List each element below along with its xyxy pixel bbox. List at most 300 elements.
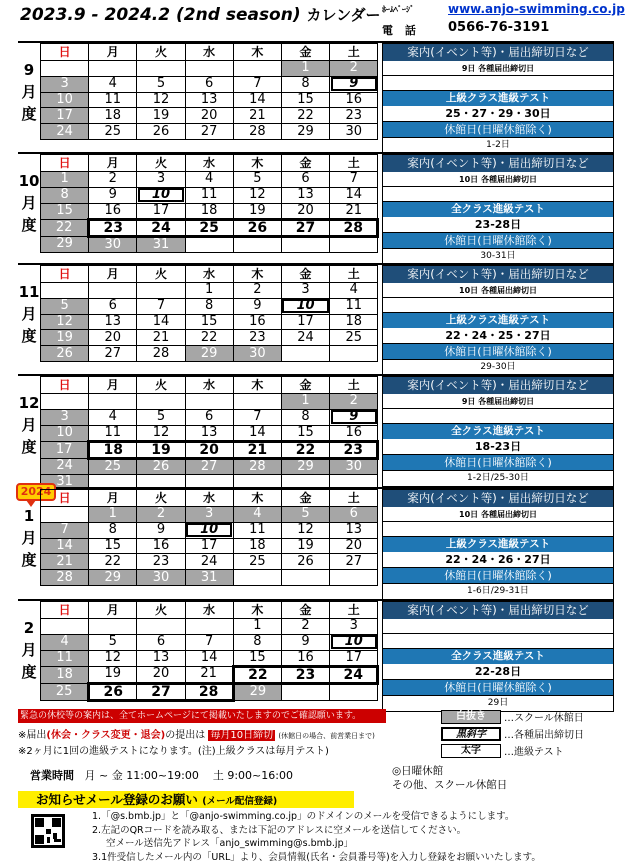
day-cell (233, 570, 281, 586)
legend-key-test: 太字 (441, 744, 501, 758)
month-label-part: 度 (21, 216, 37, 234)
week-row (41, 346, 378, 362)
weekday-header: 土 (330, 602, 378, 619)
other-closed: その他、スクール休館日 (392, 779, 508, 791)
week-row (41, 634, 378, 650)
day-cell: 2 (137, 507, 185, 523)
day-cell: 11 (185, 187, 233, 203)
day-cell: 28 (185, 683, 233, 700)
weekday-row (41, 155, 378, 172)
weekday-row (41, 266, 378, 283)
day-cell: 3 (41, 409, 89, 425)
month-label (18, 392, 40, 458)
day-cell: 15 (281, 425, 329, 441)
month-label-part: 月 (21, 529, 37, 547)
day-cell: 8 (233, 634, 281, 650)
day-cell: 14 (330, 187, 378, 203)
homepage-label: ﾎｰﾑﾍﾟｰｼﾞ (382, 5, 414, 14)
day-cell: 21 (41, 554, 89, 570)
legend (441, 708, 584, 759)
month-block (18, 263, 614, 376)
month-info-panel (382, 601, 614, 712)
week-row (41, 570, 378, 586)
day-cell: 21 (233, 108, 281, 124)
day-cell: 27 (89, 346, 137, 362)
month-block (18, 374, 614, 487)
weekday-header: 水 (185, 44, 233, 61)
mail-banner-title: お知らせメール登録のお願い (36, 792, 198, 807)
day-cell: 26 (281, 554, 329, 570)
day-cell: 19 (281, 538, 329, 554)
day-cell: 21 (330, 203, 378, 219)
day-cell: 6 (137, 634, 185, 650)
day-cell: 29 (89, 570, 137, 586)
day-cell (330, 683, 378, 700)
weekday-header: 木 (233, 266, 281, 283)
day-cell: 11 (89, 425, 137, 441)
day-cell (330, 346, 378, 362)
day-cell (281, 346, 329, 362)
day-cell: 30 (233, 346, 281, 362)
day-cell: 20 (89, 330, 137, 346)
day-cell: 14 (233, 92, 281, 108)
day-cell: 26 (89, 683, 137, 700)
month-label-part: 度 (21, 327, 37, 345)
day-cell: 2 (281, 619, 329, 635)
day-cell: 25 (89, 458, 137, 474)
week-row (41, 314, 378, 330)
page-title (20, 4, 381, 25)
day-cell: 10 (281, 298, 329, 314)
weekday-header: 木 (233, 377, 281, 394)
day-cell: 17 (41, 108, 89, 124)
day-cell (137, 283, 185, 299)
info-closed-dates: 29日 (487, 698, 509, 708)
day-cell: 12 (281, 522, 329, 538)
info-test-label: 全クラス進級テスト (383, 202, 613, 217)
day-cell (185, 394, 233, 410)
day-cell: 6 (185, 409, 233, 425)
weekday-header: 土 (330, 490, 378, 507)
day-cell: 27 (185, 124, 233, 140)
week-row (41, 394, 378, 410)
day-cell: 31 (41, 474, 89, 490)
hours-saturday: 土 9:00~16:00 (212, 769, 293, 782)
weekday-header: 木 (233, 155, 281, 172)
day-cell: 9 (233, 298, 281, 314)
day-cell: 3 (330, 619, 378, 635)
weekday-header: 金 (281, 602, 329, 619)
weekday-header: 日 (41, 266, 89, 283)
page-header (0, 0, 630, 40)
day-cell: 16 (330, 92, 378, 108)
week-row (41, 187, 378, 203)
day-cell: 29 (185, 346, 233, 362)
month-label-part: 10 (18, 172, 40, 190)
weekday-header: 金 (281, 44, 329, 61)
day-cell: 14 (233, 425, 281, 441)
info-spacer (383, 634, 613, 649)
month-label-part: 9 (23, 61, 35, 79)
info-spacer (383, 76, 613, 91)
sunday-closed: ◎日曜休館 (392, 765, 444, 777)
day-cell: 13 (137, 650, 185, 666)
day-cell: 31 (185, 570, 233, 586)
phone-label: 電 話 (382, 24, 420, 37)
day-cell (41, 619, 89, 635)
title-season: (2nd season) (176, 5, 301, 25)
day-cell: 17 (137, 203, 185, 219)
info-test-dates: 22-28日 (383, 664, 613, 680)
week-row (41, 650, 378, 666)
sunday-note (392, 764, 507, 792)
note-prefix: ※届出 (18, 730, 47, 741)
hours-weekday: 月 ~ 金 11:00~19:00 (84, 769, 199, 782)
day-cell: 30 (137, 570, 185, 586)
weekday-header: 土 (330, 44, 378, 61)
day-cell: 9 (89, 187, 137, 203)
month-calendar (40, 376, 379, 490)
weekday-header: 土 (330, 266, 378, 283)
month-label-part: 度 (21, 551, 37, 569)
day-cell: 4 (89, 76, 137, 92)
day-cell: 2 (330, 394, 378, 410)
info-closed-label: 休館日(日曜休館除く) (383, 568, 613, 584)
info-closed-label: 休館日(日曜休館除く) (383, 344, 613, 360)
weekday-row (41, 377, 378, 394)
day-cell: 26 (233, 219, 281, 236)
day-cell: 19 (137, 108, 185, 124)
week-row (41, 425, 378, 441)
month-label (18, 281, 40, 347)
week-row (41, 619, 378, 635)
day-cell (185, 619, 233, 635)
hours-label: 営業時間 (30, 769, 74, 782)
weekday-header: 火 (137, 602, 185, 619)
weekday-header: 日 (41, 155, 89, 172)
weekday-header: 金 (281, 155, 329, 172)
month-info-panel (382, 265, 614, 376)
day-cell (41, 283, 89, 299)
weekday-header: 金 (281, 490, 329, 507)
day-cell: 25 (185, 219, 233, 236)
day-cell: 2 (233, 283, 281, 299)
day-cell: 12 (137, 425, 185, 441)
day-cell: 25 (41, 683, 89, 700)
week-row (41, 172, 378, 188)
day-cell: 3 (137, 172, 185, 188)
weekday-header: 金 (281, 377, 329, 394)
weekday-header: 月 (89, 44, 137, 61)
day-cell: 22 (89, 554, 137, 570)
day-cell: 29 (281, 458, 329, 474)
mail-address: 空メール送信先アドレス「anjo_swimming@s.bmb.jp」 (106, 838, 354, 849)
day-cell: 10 (185, 522, 233, 538)
day-cell: 25 (330, 330, 378, 346)
legend-key-deadline: 黒斜字 (441, 727, 501, 741)
day-cell: 25 (233, 554, 281, 570)
day-cell: 11 (330, 298, 378, 314)
day-cell: 25 (89, 124, 137, 140)
day-cell (233, 394, 281, 410)
day-cell: 1 (281, 61, 329, 77)
day-cell (233, 236, 281, 252)
weekday-header: 金 (281, 266, 329, 283)
title-range: 2023.9 - 2024.2 (20, 5, 171, 25)
weekday-row (41, 490, 378, 507)
day-cell: 12 (137, 92, 185, 108)
month-label-part: 度 (21, 105, 37, 123)
info-closed-dates: 29-30日 (480, 362, 516, 372)
weekday-header: 水 (185, 602, 233, 619)
day-cell: 13 (330, 522, 378, 538)
weekday-header: 月 (89, 490, 137, 507)
week-row (41, 409, 378, 425)
month-calendar (40, 154, 379, 253)
day-cell: 5 (281, 507, 329, 523)
day-cell (185, 61, 233, 77)
info-test-dates: 18-23日 (383, 439, 613, 455)
mail-instructions (92, 810, 541, 864)
day-cell: 11 (233, 522, 281, 538)
day-cell: 8 (89, 522, 137, 538)
week-row (41, 108, 378, 124)
day-cell: 30 (330, 458, 378, 474)
day-cell: 29 (41, 236, 89, 252)
info-test-dates: 22・24・26・27日 (383, 552, 613, 568)
info-closed-dates: 1-6日/29-31日 (467, 586, 529, 596)
info-header: 案内(イベント等)・届出締切日など (383, 377, 613, 394)
weekday-header: 木 (233, 602, 281, 619)
mail-signup-banner (18, 791, 354, 808)
mail-step-1: 1.「@s.bmb.jp」と「@anjo-swimming.co.jp」のドメインのメールを受信できるようにします。 (92, 811, 515, 822)
day-cell: 16 (89, 203, 137, 219)
day-cell: 6 (89, 298, 137, 314)
day-cell: 18 (185, 203, 233, 219)
day-cell: 11 (41, 650, 89, 666)
week-row (41, 330, 378, 346)
day-cell: 22 (233, 666, 281, 683)
info-header: 案内(イベント等)・届出締切日など (383, 266, 613, 283)
info-deadline: 9日 各種届出締切日 (383, 394, 613, 409)
day-cell: 5 (137, 76, 185, 92)
weekday-header: 月 (89, 266, 137, 283)
info-deadline: 10日 各種届出締切日 (383, 283, 613, 298)
day-cell (330, 236, 378, 252)
day-cell (137, 61, 185, 77)
day-cell: 16 (281, 650, 329, 666)
day-cell: 17 (281, 314, 329, 330)
day-cell: 24 (137, 219, 185, 236)
month-info-panel (382, 376, 614, 487)
day-cell: 28 (233, 458, 281, 474)
day-cell: 4 (185, 172, 233, 188)
qr-code-icon[interactable] (31, 814, 65, 848)
info-test-label: 上級クラス進級テスト (383, 313, 613, 328)
info-header: 案内(イベント等)・届出締切日など (383, 155, 613, 172)
weekday-header: 火 (137, 266, 185, 283)
day-cell: 15 (281, 92, 329, 108)
legend-row (441, 725, 584, 742)
weekday-header: 水 (185, 155, 233, 172)
weekday-header: 水 (185, 377, 233, 394)
day-cell: 4 (330, 283, 378, 299)
day-cell: 22 (41, 219, 89, 236)
weekday-header: 火 (137, 490, 185, 507)
day-cell: 19 (137, 441, 185, 458)
day-cell: 9 (281, 634, 329, 650)
day-cell: 1 (281, 394, 329, 410)
info-closed-label: 休館日(日曜休館除く) (383, 455, 613, 471)
info-test-label: 全クラス進級テスト (383, 424, 613, 439)
day-cell: 28 (137, 346, 185, 362)
day-cell: 15 (41, 203, 89, 219)
info-closed-label: 休館日(日曜休館除く) (383, 680, 613, 696)
week-row (41, 666, 378, 683)
day-cell: 10 (330, 634, 378, 650)
day-cell: 27 (185, 458, 233, 474)
homepage-link[interactable]: www.anjo-swimming.co.jp (448, 2, 625, 16)
month-label-part: 月 (21, 83, 37, 101)
week-row (41, 441, 378, 458)
day-cell: 20 (137, 666, 185, 683)
mail-step-3: 3.1件受信したメール内の「URL」より、会員情報(氏名・会員番号等)を入力し登録をお願いいたします。 (92, 851, 541, 863)
month-block (18, 152, 614, 265)
day-cell: 18 (233, 538, 281, 554)
day-cell: 14 (137, 314, 185, 330)
weekday-header: 月 (89, 377, 137, 394)
info-closed-label: 休館日(日曜休館除く) (383, 233, 613, 249)
day-cell: 8 (281, 76, 329, 92)
weekday-header: 月 (89, 602, 137, 619)
day-cell: 24 (185, 554, 233, 570)
day-cell: 18 (41, 666, 89, 683)
day-cell: 9 (330, 409, 378, 425)
day-cell: 27 (281, 219, 329, 236)
day-cell: 18 (330, 314, 378, 330)
day-cell: 30 (89, 236, 137, 252)
info-deadline: 10日 各種届出締切日 (383, 507, 613, 522)
month-label-part: 度 (21, 438, 37, 456)
weekday-header: 月 (89, 155, 137, 172)
day-cell: 20 (185, 441, 233, 458)
month-label (18, 505, 40, 571)
day-cell: 13 (281, 187, 329, 203)
day-cell: 21 (185, 666, 233, 683)
day-cell: 9 (330, 76, 378, 92)
info-test-label: 上級クラス進級テスト (383, 537, 613, 552)
month-calendar (40, 489, 378, 586)
day-cell: 26 (137, 458, 185, 474)
day-cell: 2 (330, 61, 378, 77)
month-label (18, 170, 40, 236)
legend-row (441, 708, 584, 725)
day-cell: 27 (137, 683, 185, 700)
mail-step-2: 2.左記のQRコードを読み取る、または下記のアドレスに空メールを送信してください。 (92, 824, 467, 836)
month-calendar (40, 43, 378, 140)
day-cell: 1 (185, 283, 233, 299)
month-block (18, 487, 614, 600)
day-cell: 8 (281, 409, 329, 425)
day-cell: 24 (281, 330, 329, 346)
day-cell (330, 570, 378, 586)
day-cell: 5 (137, 409, 185, 425)
day-cell: 8 (41, 187, 89, 203)
month-info-panel (382, 154, 614, 265)
day-cell: 22 (281, 108, 329, 124)
legend-desc-deadline: …各種届出締切日 (504, 730, 584, 741)
day-cell: 7 (185, 634, 233, 650)
info-closed-label: 休館日(日曜休館除く) (383, 122, 613, 138)
weekday-header: 土 (330, 377, 378, 394)
month-label-part: 2 (23, 619, 35, 637)
day-cell: 19 (233, 203, 281, 219)
day-cell: 1 (89, 507, 137, 523)
weekday-header: 火 (137, 377, 185, 394)
day-cell: 29 (233, 683, 281, 700)
day-cell: 16 (233, 314, 281, 330)
day-cell: 7 (41, 522, 89, 538)
test-note: ※2ヶ月に1回の進級テストになります。(注)上級クラスは毎月テスト) (18, 746, 329, 757)
day-cell: 3 (185, 507, 233, 523)
day-cell: 5 (89, 634, 137, 650)
weekday-row (41, 44, 378, 61)
day-cell: 3 (41, 76, 89, 92)
week-row (41, 458, 378, 474)
week-row (41, 283, 378, 299)
info-closed-dates: 1-2日 (486, 140, 510, 150)
day-cell (281, 236, 329, 252)
day-cell: 19 (41, 330, 89, 346)
info-header: 案内(イベント等)・届出締切日など (383, 490, 613, 507)
legend-desc-test: …進級テスト (504, 747, 564, 758)
day-cell: 20 (185, 108, 233, 124)
day-cell: 18 (89, 441, 137, 458)
info-spacer (383, 409, 613, 424)
day-cell (137, 394, 185, 410)
day-cell: 7 (137, 298, 185, 314)
day-cell (281, 683, 329, 700)
day-cell: 18 (89, 108, 137, 124)
day-cell: 2 (89, 172, 137, 188)
deadline-note (18, 726, 375, 741)
day-cell: 22 (185, 330, 233, 346)
week-row (41, 203, 378, 219)
day-cell (41, 507, 89, 523)
week-row (41, 76, 378, 92)
legend-key-closed: 白抜き (441, 710, 501, 724)
day-cell: 10 (41, 92, 89, 108)
mail-banner-sub: (メール配信登録) (202, 796, 278, 807)
month-calendar (40, 601, 379, 702)
week-row (41, 92, 378, 108)
info-deadline: 9日 各種届出締切日 (383, 61, 613, 76)
day-cell: 8 (185, 298, 233, 314)
day-cell: 26 (137, 124, 185, 140)
weekday-header: 日 (41, 44, 89, 61)
day-cell: 22 (281, 441, 329, 458)
day-cell: 13 (185, 92, 233, 108)
week-row (41, 61, 378, 77)
info-test-label: 全クラス進級テスト (383, 649, 613, 664)
info-deadline (383, 619, 613, 634)
month-block (18, 41, 614, 154)
day-cell: 5 (41, 298, 89, 314)
weekday-header: 土 (330, 155, 378, 172)
day-cell: 27 (330, 554, 378, 570)
business-hours (30, 767, 293, 783)
week-row (41, 507, 378, 523)
